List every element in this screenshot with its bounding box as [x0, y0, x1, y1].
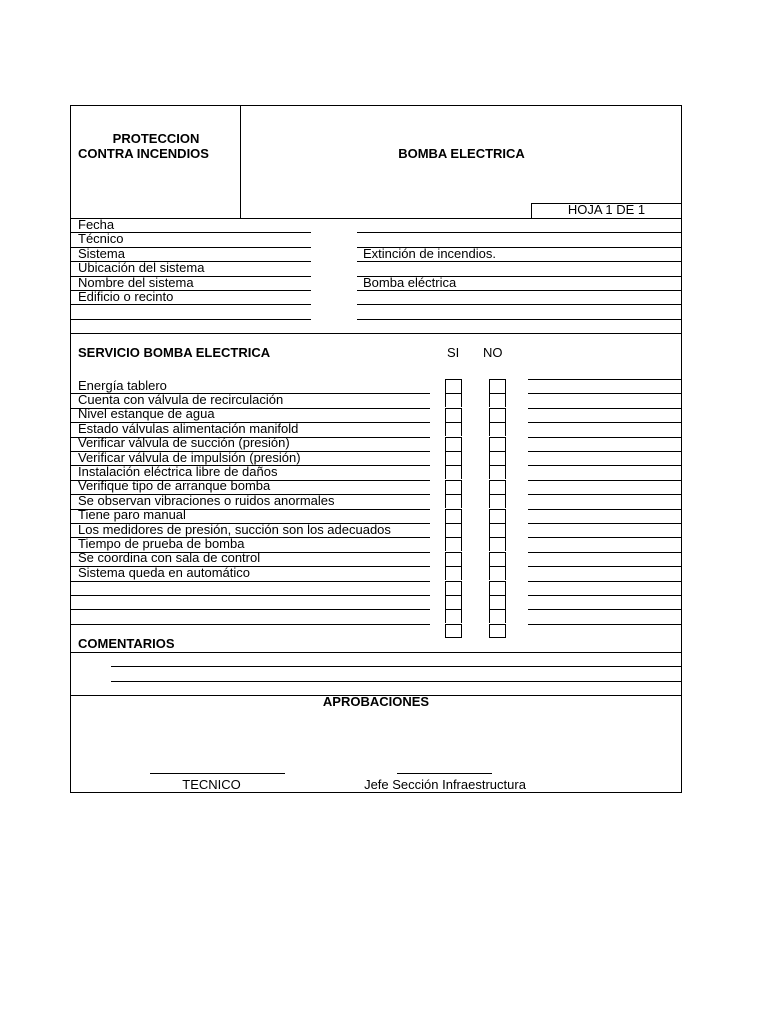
header-divider [240, 105, 241, 218]
sheet-number: HOJA 1 DE 1 [567, 202, 646, 217]
checklist-item: Verificar válvula de succión (presión) [78, 435, 290, 451]
observation-line[interactable] [528, 595, 682, 596]
info-value-line[interactable] [357, 333, 682, 334]
si-checkbox[interactable] [445, 422, 462, 436]
si-checkbox[interactable] [445, 595, 462, 609]
info-field-line[interactable] [70, 333, 311, 334]
observation-line[interactable] [528, 537, 682, 538]
comment-line[interactable] [111, 666, 682, 667]
no-column-label: NO [483, 345, 503, 360]
info-field-label: Técnico [78, 231, 124, 247]
no-checkbox[interactable] [489, 581, 506, 595]
checklist-row-line [70, 566, 430, 567]
no-checkbox[interactable] [489, 566, 506, 580]
info-field-label: Ubicación del sistema [78, 260, 205, 276]
checklist-item: Cuenta con válvula de recirculación [78, 391, 284, 407]
checklist-row-line [70, 451, 430, 452]
observation-line[interactable] [528, 523, 682, 524]
no-checkbox[interactable] [489, 595, 506, 609]
si-checkbox[interactable] [445, 379, 462, 393]
si-checkbox[interactable] [445, 509, 462, 523]
observation-line[interactable] [528, 566, 682, 567]
checklist-row-line [70, 624, 430, 625]
technician-signature-line[interactable] [150, 773, 285, 774]
checklist-row-line [70, 408, 430, 409]
no-checkbox[interactable] [489, 465, 506, 479]
no-checkbox[interactable] [489, 379, 506, 393]
form-title: BOMBA ELECTRICA [398, 146, 525, 161]
checklist-row-line [70, 509, 430, 510]
observation-line[interactable] [528, 624, 682, 625]
observation-line[interactable] [528, 408, 682, 409]
checklist-row-line [70, 393, 430, 394]
comments-title: COMENTARIOS [78, 636, 175, 651]
header-bottom-rule [70, 218, 682, 219]
si-checkbox[interactable] [445, 494, 462, 508]
info-field-line[interactable] [70, 319, 311, 320]
checklist-item: Tiene paro manual [78, 507, 186, 523]
si-column-label: SI [447, 345, 460, 360]
si-checkbox[interactable] [445, 552, 462, 566]
header-left-title-line1: PROTECCION [112, 131, 200, 146]
info-value-line[interactable] [357, 232, 682, 233]
info-value-line[interactable] [357, 261, 682, 262]
observation-line[interactable] [528, 509, 682, 510]
technician-signature-label: TECNICO [182, 777, 241, 792]
header-left-title-line2: CONTRA INCENDIOS [78, 146, 209, 161]
checklist-row-line [70, 437, 430, 438]
si-checkbox[interactable] [445, 624, 462, 638]
si-checkbox[interactable] [445, 393, 462, 407]
info-value-line[interactable] [357, 304, 682, 305]
info-field-value: Bomba eléctrica [363, 274, 457, 290]
info-field-label: Nombre del sistema [78, 274, 194, 290]
checklist-item: Energía tablero [78, 377, 167, 393]
no-checkbox[interactable] [489, 552, 506, 566]
comments-rule [70, 652, 682, 653]
observation-line[interactable] [528, 581, 682, 582]
no-checkbox[interactable] [489, 609, 506, 623]
checklist-item: Nivel estanque de agua [78, 406, 215, 422]
checklist-item: Verificar válvula de impulsión (presión) [78, 449, 301, 465]
checklist-item: Instalación eléctrica libre de daños [78, 463, 278, 479]
si-checkbox[interactable] [445, 537, 462, 551]
no-checkbox[interactable] [489, 624, 506, 638]
no-checkbox[interactable] [489, 523, 506, 537]
no-checkbox[interactable] [489, 480, 506, 494]
no-checkbox[interactable] [489, 408, 506, 422]
checklist-row-line [70, 609, 430, 610]
checklist-row-line [70, 552, 430, 553]
checklist-item: Se observan vibraciones o ruidos anormales [78, 492, 335, 508]
checklist-row-line [70, 581, 430, 582]
si-checkbox[interactable] [445, 465, 462, 479]
checklist-row-line [70, 465, 430, 466]
checklist-row-line [70, 537, 430, 538]
si-checkbox[interactable] [445, 609, 462, 623]
si-checkbox[interactable] [445, 408, 462, 422]
observation-line[interactable] [528, 480, 682, 481]
chief-signature-line[interactable] [397, 773, 492, 774]
no-checkbox[interactable] [489, 509, 506, 523]
checklist-item: Verifique tipo de arranque bomba [78, 478, 271, 494]
comment-line[interactable] [111, 681, 682, 682]
observation-line[interactable] [528, 422, 682, 423]
info-value-line[interactable] [357, 290, 682, 291]
service-title: SERVICIO BOMBA ELECTRICA [78, 345, 271, 360]
checklist-item: Se coordina con sala de control [78, 550, 261, 566]
info-field-line[interactable] [70, 304, 311, 305]
checklist-row-line [70, 494, 430, 495]
info-value-line[interactable] [357, 319, 682, 320]
checklist-row-line [70, 480, 430, 481]
checklist-item: Estado válvulas alimentación manifold [78, 420, 299, 436]
si-checkbox[interactable] [445, 566, 462, 580]
observation-line[interactable] [528, 437, 682, 438]
checklist-row-line [70, 422, 430, 423]
observation-line[interactable] [528, 465, 682, 466]
si-checkbox[interactable] [445, 581, 462, 595]
no-checkbox[interactable] [489, 451, 506, 465]
checklist-item: Los medidores de presión, succión son los adecuados [78, 521, 391, 537]
approvals-title: APROBACIONES [322, 694, 430, 709]
observation-line[interactable] [528, 379, 682, 380]
observation-line[interactable] [528, 451, 682, 452]
checklist-item: Tiempo de prueba de bomba [78, 535, 245, 551]
info-field-label: Fecha [78, 217, 115, 232]
checklist-row-line [70, 523, 430, 524]
checklist-row-line [70, 595, 430, 596]
info-field-label: Sistema [78, 245, 125, 261]
chief-signature-label: Jefe Sección Infraestructura [364, 777, 526, 792]
no-checkbox[interactable] [489, 494, 506, 508]
observation-line[interactable] [528, 552, 682, 553]
si-checkbox[interactable] [445, 480, 462, 494]
observation-line[interactable] [528, 393, 682, 394]
no-checkbox[interactable] [489, 437, 506, 451]
info-field-label: Edificio o recinto [78, 289, 174, 304]
no-checkbox[interactable] [489, 537, 506, 551]
no-checkbox[interactable] [489, 422, 506, 436]
si-checkbox[interactable] [445, 437, 462, 451]
si-checkbox[interactable] [445, 523, 462, 537]
no-checkbox[interactable] [489, 393, 506, 407]
observation-line[interactable] [528, 609, 682, 610]
si-checkbox[interactable] [445, 451, 462, 465]
checklist-item: Sistema queda en automático [78, 564, 250, 580]
observation-line[interactable] [528, 494, 682, 495]
info-field-value: Extinción de incendios. [363, 245, 496, 261]
